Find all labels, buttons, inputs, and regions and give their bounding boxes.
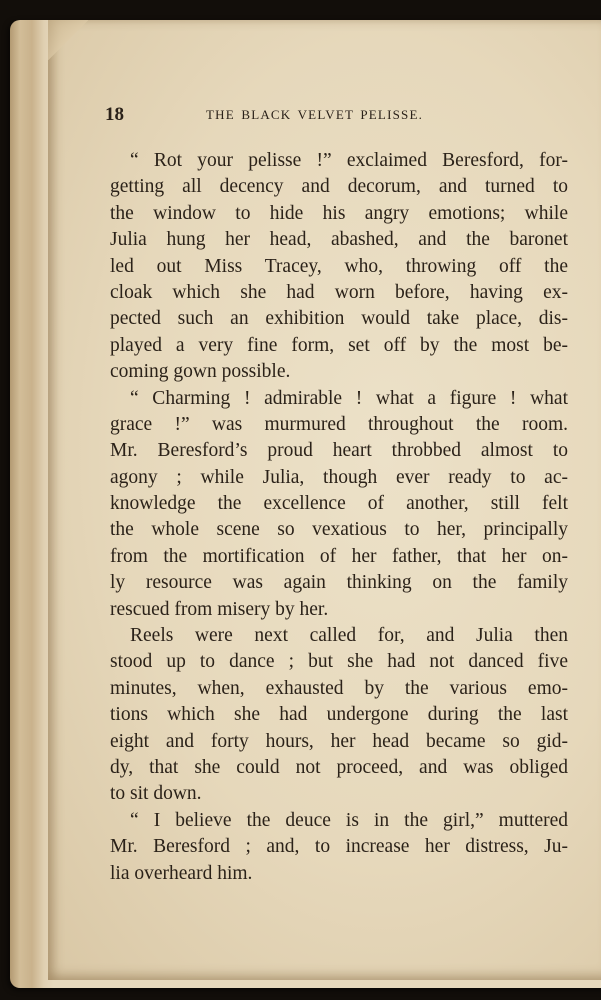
- text-line: knowledge the excellence of another, still felt: [110, 493, 568, 515]
- page-corner-fold: [48, 20, 88, 60]
- text-line: Mr. Beresford ; and, to increase her distress, Ju-: [110, 836, 568, 858]
- text-line: pected such an exhibition would take place, dis-: [110, 308, 568, 330]
- text-line: agony ; while Julia, though ever ready to ac-: [110, 466, 568, 488]
- text-line: dy, that she could not proceed, and was obliged: [110, 756, 568, 778]
- text-line: led out Miss Tracey, who, throwing off the: [110, 255, 568, 277]
- text-line: the whole scene so vexatious to her, principally: [110, 519, 568, 541]
- text-line: cloak which she had worn before, having ex-: [110, 281, 568, 303]
- text-line: Reels were next called for, and Julia then: [130, 625, 568, 647]
- text-line: “ Charming ! admirable ! what a figure ! what: [130, 387, 568, 409]
- text-line: coming gown possible.: [110, 361, 291, 383]
- running-title: THE BLACK VELVET PELISSE.: [206, 107, 424, 122]
- text-line: getting all decency and decorum, and turned to: [110, 176, 568, 198]
- text-line: “ Rot your pelisse !” exclaimed Beresford, for-: [130, 150, 568, 171]
- text-line: eight and forty hours, her head became so gid-: [110, 730, 568, 752]
- text-line: lia overheard him.: [110, 862, 253, 884]
- text-line: grace !” was murmured throughout the room.: [110, 413, 568, 435]
- text-line: ly resource was again thinking on the family: [110, 572, 568, 594]
- text-line: rescued from misery by her.: [110, 598, 329, 620]
- text-line: tions which she had undergone during the last: [110, 704, 568, 726]
- text-line: minutes, when, exhausted by the various emo-: [110, 677, 568, 699]
- page-body-text: [110, 148, 568, 887]
- text-line: Julia hung her head, abashed, and the baronet: [110, 229, 568, 251]
- text-line: Mr. Beresford’s proud heart throbbed almost to: [110, 440, 568, 462]
- text-line: “ I believe the deuce is in the girl,” muttered: [130, 809, 568, 831]
- text-line: the window to hide his angry emotions; while: [110, 202, 568, 224]
- page-header: [105, 104, 555, 130]
- page-number: 18: [105, 104, 124, 125]
- text-line: to sit down.: [110, 783, 202, 805]
- text-line: stood up to dance ; but she had not danced five: [110, 651, 568, 673]
- text-line: from the mortification of her father, that her on-: [110, 545, 568, 567]
- text-line: played a very fine form, set off by the most be-: [110, 334, 568, 356]
